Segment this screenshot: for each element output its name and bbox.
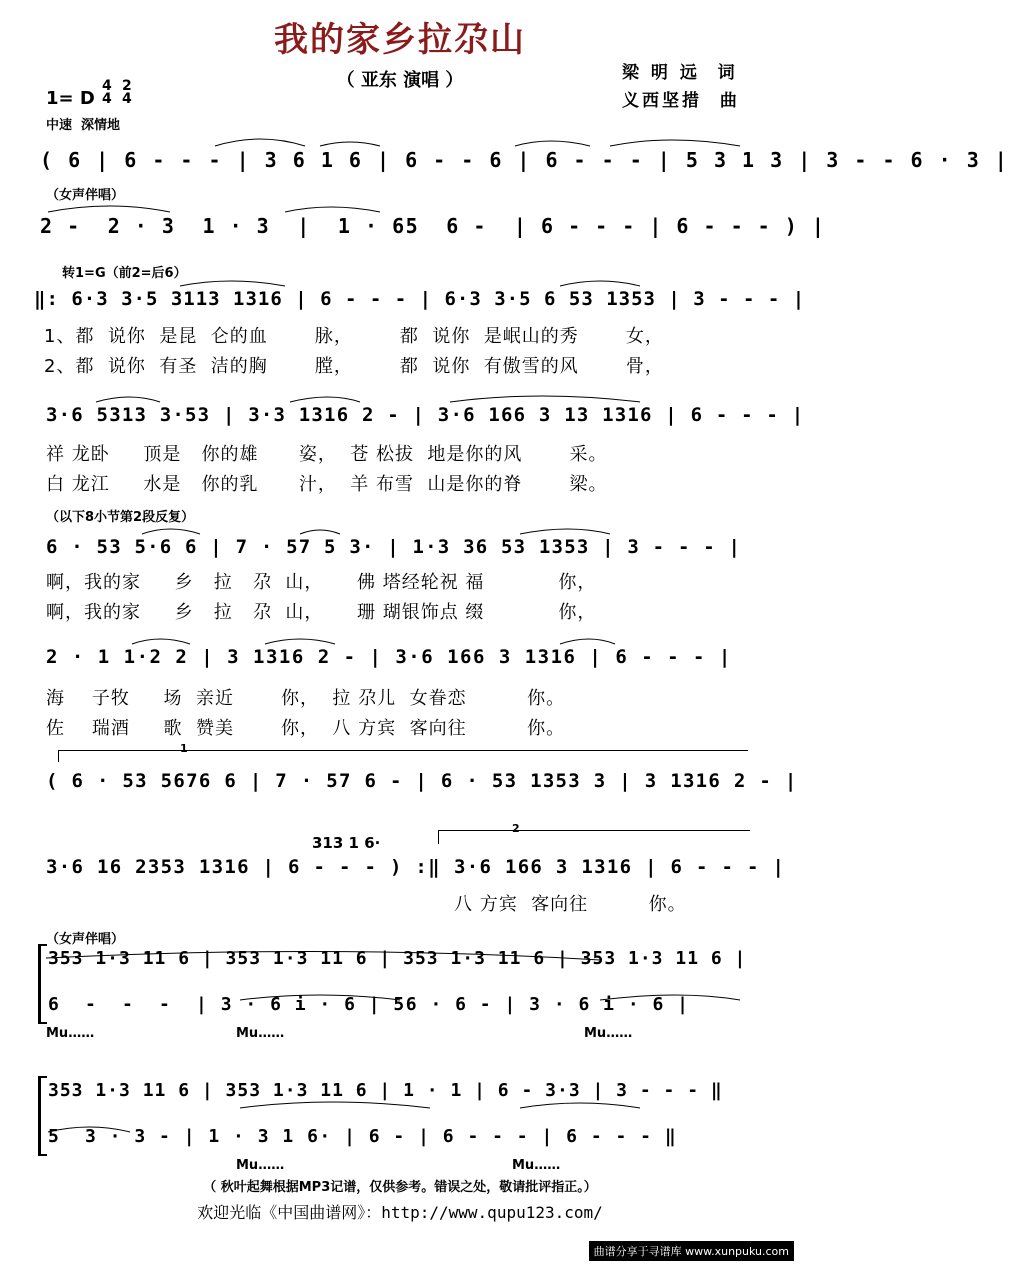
chorus-lyrics-line2-verse2: 佐 瑞酒 歌 赞美 你， 八 方宾 客向往 你。 [46,718,566,739]
transcription-note: （ 秋叶起舞根据MP3记谱，仅供参考。错误之处，敬请批评指正。） [203,1180,597,1195]
lyricist-credit: 梁 明 远 词 [622,63,738,83]
slur [600,995,740,1000]
coda-female-chorus-label: （女声伴唱） [46,932,125,947]
interlude-notes-line1: ( 6 · 53 5676 6 | 7 · 57 6 - | 6 · 53 1353 3 | 3 1316 2 - | [46,770,798,792]
slur [142,529,200,534]
slur [96,397,160,402]
coda-lower-line2: 5 3 · 3 - | 1 · 3 1 6· | 6 - | 6 - - - | 6 - - - ‖ [48,1126,678,1147]
volta-1-number: 1 [180,742,188,755]
chorus-lyrics-line1-verse2: 啊，我的家 乡 拉 尕 山， 珊 瑚银饰点 缀 你， [46,602,597,623]
coda-mu-2: Mu…… [236,1026,285,1041]
coda-upper-line2: 353 1·3 11 6 | 353 1·3 11 6 | 1 · 1 | 6 - 3·3 | 3 - - - ‖ [48,1080,723,1101]
modulation-note: 转1=G（前2=后6） [62,266,187,281]
key-signature: 1= D [46,88,95,109]
verse1-lyrics-line2: 祥 龙卧 顶是 你的雄 姿， 苍 松拔 地是你的风 采。 [46,444,608,465]
verse2-lyrics-line2: 白 龙江 水是 你的乳 汁， 羊 布雪 山是你的脊 梁。 [46,474,608,495]
coda-mu-4: Mu…… [236,1158,285,1173]
slur [265,639,335,644]
volta-2-number: 2 [512,822,520,835]
chorus-lyrics-line2-verse1: 海 子牧 场 亲近 你， 拉 尕儿 女眷恋 你。 [46,688,566,709]
slur [300,530,340,534]
slur [285,207,380,212]
ending-lyrics: 八 方宾 客向往 你。 [454,894,687,915]
slur [560,281,640,286]
coda-mu-5: Mu…… [512,1158,561,1173]
time-signature-2: 2 4 [122,78,132,107]
watermark: 曲谱分享于寻谱库 www.xunpuku.com [589,1241,794,1261]
slur [515,141,590,146]
chorus-lyrics-line1-verse1: 啊，我的家 乡 拉 尕 山， 佛 塔经轮祝 福 你， [46,572,597,593]
ending-notes: 3·6 166 3 1316 | 6 - - - | [454,856,786,878]
website-welcome: 欢迎光临《中国曲谱网》：http://www.qupu123.com/ [197,1203,603,1222]
song-title: 我的家乡拉尕山 [274,20,526,60]
tempo-marking: 中速 深情地 [46,118,121,133]
slur [132,639,190,644]
verse-notes-line2: 3·6 5313 3·53 | 3·3 1316 2 - | 3·6 166 3 13 1316 | 6 - - - | [46,404,805,426]
intro-notes-line2: 2 - 2 · 3 1 · 3 | 1 · 65 6 - | 6 - - - | 6 - - - ) | [40,214,826,238]
slur [240,1102,430,1108]
repeat-instruction: （以下8小节第2段反复） [46,510,195,525]
slur [240,995,400,1000]
chorus-notes-line2: 2 · 1 1·2 2 | 3 1316 2 - | 3·6 166 3 1316 | 6 - - - | [46,646,732,668]
grace-notes: 313 1 6· [312,834,381,852]
verse2-lyrics-line1: 2、都 说你 有圣 洁的胸 膛， 都 说你 有傲雪的风 骨， [44,356,664,377]
slur [560,639,615,644]
slur [46,951,600,960]
slur [290,397,360,402]
coda-mu-1: Mu…… [46,1026,95,1041]
coda-lower-line1: 6 - - - | 3 · 6 i · 6 | 56 · 6 - | 3 · 6 i · 6 | [48,994,690,1015]
verse1-lyrics-line1: 1、都 说你 是昆 仑的血 脉， 都 说你 是岷山的秀 女， [44,326,664,347]
performer: （ 亚东 演唱 ） [336,70,464,91]
time-signature-1: 4 4 [102,78,112,107]
slur [520,1103,640,1108]
composer-credit: 义西坚措 曲 [622,91,740,111]
intro-notes-line1: ( 6 | 6 - - - | 3 6 1 6 | 6 - - 6 | 6 - - - | 5 3 1 3 | 3 - - 6 · 3 | [40,148,1009,172]
verse-notes-line1: ‖: 6·3 3·5 3113 1316 | 6 - - - | 6·3 3·5 6 53 1353 | 3 - - - | [34,288,806,310]
chorus-notes-line1: 6 · 53 5·6 6 | 7 · 57 5 3· | 1·3 36 53 1353 | 3 - - - | [46,536,742,558]
slur [48,1127,130,1132]
slur [520,529,610,534]
intro-female-chorus-label: （女声伴唱） [46,188,125,203]
interlude-notes-line2: 3·6 16 2353 1316 | 6 - - - ) :‖ [46,856,441,878]
slur [180,281,285,286]
slur [450,396,640,402]
slur [48,206,170,212]
coda-mu-3: Mu…… [584,1026,633,1041]
slur [215,139,305,146]
slur [610,140,740,146]
coda-upper-line1: 353 1·3 11 6 | 353 1·3 11 6 | 353 1·3 11 6 | 353 1·3 11 6 | [48,948,747,969]
slur [320,142,380,146]
